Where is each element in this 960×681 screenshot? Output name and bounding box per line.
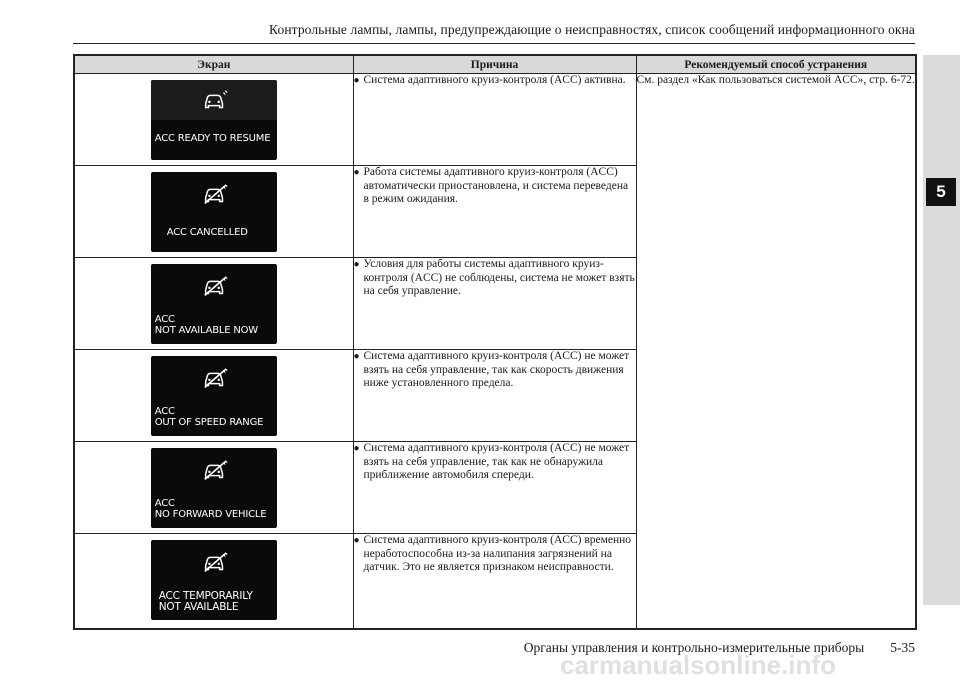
page-number: 5-35 — [890, 640, 915, 655]
cause-cell — [353, 442, 636, 534]
remedy-text: См. раздел «Как пользоваться системой ACC», стр. 6-72. — [636, 74, 915, 86]
screen-cell — [74, 534, 353, 629]
display-screen — [151, 356, 277, 436]
display-screen — [151, 80, 277, 160]
display-screen — [151, 172, 277, 252]
screen-message: ACC READY TO RESUME — [154, 133, 271, 144]
header-divider — [73, 43, 915, 44]
acc-off-icon — [201, 550, 229, 574]
screen-message: ACC CANCELLED — [166, 227, 248, 238]
table-row — [74, 74, 916, 166]
cause-cell — [353, 534, 636, 629]
cause-cell — [353, 350, 636, 442]
screen-cell — [74, 350, 353, 442]
acc-off-icon — [201, 182, 229, 206]
screen-message: ACC NOT AVAILABLE NOW — [154, 314, 258, 336]
cause-cell — [353, 74, 636, 166]
bullet-icon: ● — [353, 259, 360, 270]
screen-cell — [74, 442, 353, 534]
bullet-icon: ● — [353, 443, 360, 454]
cause-text: Система адаптивного круиз-контроля (ACC) не может взять на себя управление, так как скорость движения ниже установленного предела. — [363, 350, 630, 389]
screen-message: ACC TEMPORARILY NOT AVAILABLE — [158, 590, 253, 613]
cause-cell — [353, 258, 636, 350]
watermark: carmanualsonline.info — [560, 650, 836, 680]
screen-cell — [74, 258, 353, 350]
page-header: Контрольные лампы, лампы, предупреждающие о неисправностях, список сообщений информационного окна — [269, 22, 915, 37]
chapter-number-badge: 5 — [926, 178, 956, 206]
bullet-icon: ● — [353, 167, 360, 178]
acc-active-icon — [201, 88, 229, 112]
cause-text: Условия для работы системы адаптивного круиз-контроля (ACC) не соблюдены, система не может взять на себя управление. — [363, 258, 635, 297]
acc-off-icon — [201, 458, 229, 482]
bullet-icon: ● — [353, 75, 360, 86]
bullet-icon: ● — [353, 535, 360, 546]
cause-text: Работа системы адаптивного круиз-контроля (ACC) автоматически приостановлена, и система переведена в режим ожидания. — [363, 166, 629, 205]
acc-off-icon — [201, 366, 229, 390]
warning-messages-table — [73, 54, 917, 630]
screen-message: ACC OUT OF SPEED RANGE — [154, 406, 264, 428]
cause-text: Система адаптивного круиз-контроля (ACC) временно неработоспособна из-за налипания загрязнений на датчик. Это не является признаком неисправности. — [363, 534, 632, 573]
screen-cell — [74, 74, 353, 166]
remedy-cell — [636, 74, 916, 629]
acc-off-icon — [201, 274, 229, 298]
chapter-side-tab — [923, 55, 960, 605]
screen-message: ACC NO FORWARD VEHICLE — [154, 498, 267, 520]
cause-text: Система адаптивного круиз-контроля (ACC) не может взять на себя управление, так как не обнаружила приближение автомобиля спереди. — [363, 442, 630, 481]
column-header-remedy: Рекомендуемый способ устранения — [636, 55, 916, 74]
column-header-cause: Причина — [353, 55, 636, 74]
bullet-icon: ● — [353, 351, 360, 362]
display-screen — [151, 448, 277, 528]
display-screen — [151, 264, 277, 344]
column-header-screen: Экран — [74, 55, 353, 74]
screen-cell — [74, 166, 353, 258]
cause-cell — [353, 166, 636, 258]
footer-section-title: Органы управления и контрольно-измерительные приборы — [523, 640, 865, 655]
display-screen — [151, 540, 277, 620]
cause-text: Система адаптивного круиз-контроля (ACC) активна. — [363, 74, 626, 86]
